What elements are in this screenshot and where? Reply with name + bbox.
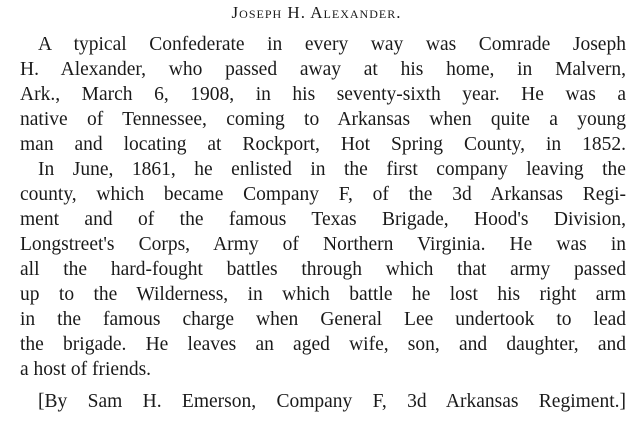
text-line-9: Longstreet's Corps, Army of Northern Virginia. He was in <box>20 234 626 255</box>
text-line-1: A typical Confederate in every way was Comrade Joseph <box>38 34 626 55</box>
text-line-2: H. Alexander, who passed away at his home, in Malvern, <box>20 59 627 80</box>
text-line-5: man and locating at Rockport, Hot Spring County, in 1852. <box>20 134 626 155</box>
text-line-14: a host of friends. <box>20 359 152 380</box>
text-line-4: native of Tennessee, coming to Arkansas when quite a young <box>20 109 626 130</box>
text-line-13: the brigade. He leaves an aged wife, son, and daughter, and <box>20 334 627 355</box>
text-line-8: ment and of the famous Texas Brigade, Hood's Division, <box>20 209 626 230</box>
article-title: Joseph H. Alexander. <box>231 3 402 22</box>
text-line-11: up to the Wilderness, in which battle he lost his right arm <box>20 284 627 305</box>
text-line-6: In June, 1861, he enlisted in the first company leaving the <box>38 159 626 180</box>
attribution-line: [By Sam H. Emerson, Company F, 3d Arkansas Regiment.] <box>38 391 626 412</box>
text-line-10: all the hard-fought battles through which that army passed <box>20 259 626 280</box>
text-line-3: Ark., March 6, 1908, in his seventy-sixth year. He was a <box>20 84 626 105</box>
text-line-7: county, which became Company F, of the 3d Arkansas Regi- <box>20 184 627 205</box>
text-line-12: in the famous charge when General Lee undertook to lead <box>20 309 627 330</box>
